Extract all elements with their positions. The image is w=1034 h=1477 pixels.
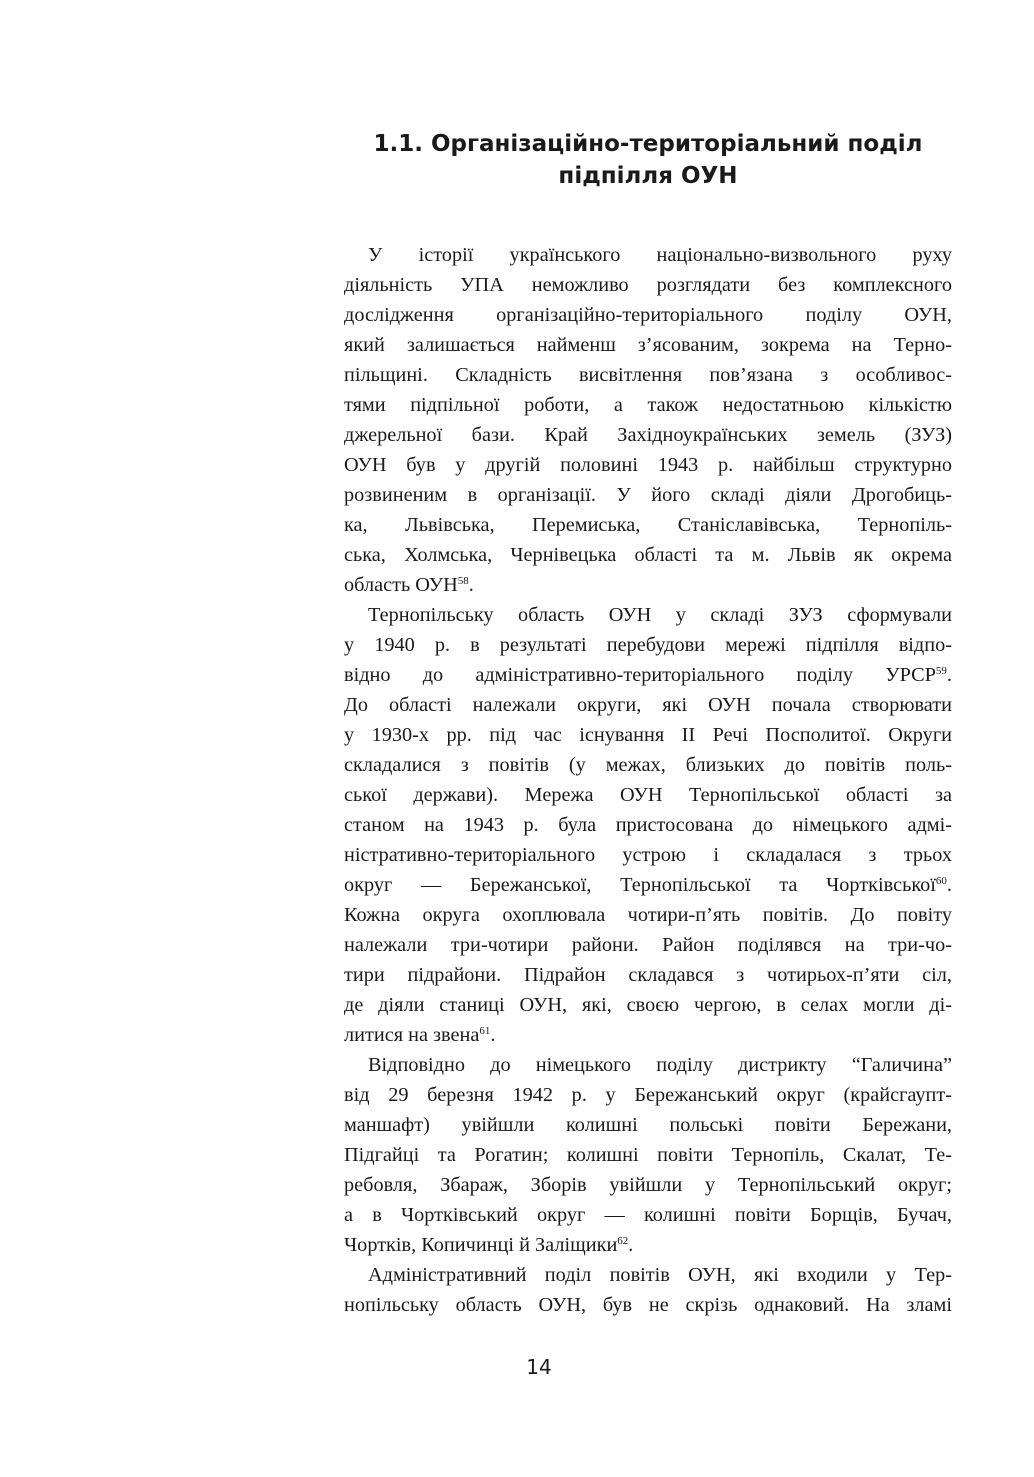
text-fragment: .: [628, 1234, 634, 1256]
text-line: а в Чортківський округ — колишні повіти Борщів, Бучач,: [344, 1204, 952, 1226]
text-line: ОУН був у другій половині 1943 р. найбільш структурно: [344, 454, 952, 476]
text-fragment: литися на звена: [344, 1024, 480, 1046]
text-fragment: область ОУН: [344, 574, 458, 596]
text-line: тями підпільної роботи, а також недостатньою кількістю: [344, 394, 952, 416]
text-line: у 1940 р. в результаті перебудови мережі підпілля відпо-: [344, 634, 952, 656]
text-line: Кожна округа охоплювала чотири-п’ять повітів. До повіту: [344, 904, 952, 926]
text-line: [344, 870, 952, 900]
text-fragment: .: [946, 664, 952, 686]
text-line: Підгайці та Рогатин; колишні повіти Тернопіль, Скалат, Те-: [344, 1144, 952, 1166]
footnote-ref[interactable]: 58: [457, 575, 469, 587]
paragraph-2: [344, 600, 952, 1050]
text-line: До області належали округи, які ОУН почала створювати: [344, 694, 952, 716]
text-line: який залишається найменш з’ясованим, зокрема на Терно-: [344, 334, 952, 356]
text-fragment: округ — Бережанської, Тернопільської та Чортківської: [344, 874, 936, 896]
paragraph-1: [344, 240, 952, 600]
section-heading-line-2: підпілля ОУН: [558, 163, 738, 189]
text-line: нопільську область ОУН, був не скрізь однаковий. На зламі: [344, 1294, 952, 1316]
text-line: ребовля, Збараж, Зборів увійшли у Тернопільський округ;: [344, 1174, 952, 1196]
footnote-ref[interactable]: 61: [479, 1025, 491, 1037]
text-fragment: .: [946, 874, 952, 896]
text-line: маншафт) увійшли колишні польські повіти Бережани,: [344, 1114, 952, 1136]
text-line: розвиненим в організації. У його складі діяли Дрогобиць-: [344, 484, 952, 506]
footnote-ref[interactable]: 59: [935, 665, 947, 677]
text-line: Адміністративний поділ повітів ОУН, які входили у Тер-: [368, 1264, 952, 1286]
body-text: [344, 240, 952, 1320]
text-line: ка, Львівська, Перемиська, Станіславівська, Тернопіль-: [344, 514, 952, 536]
text-line: ністративно-територіального устрою і складалася з трьох: [344, 844, 952, 866]
text-line: де діяли станиці ОУН, які, своєю чергою, в селах могли ді-: [344, 994, 952, 1016]
footnote-ref[interactable]: 62: [617, 1235, 629, 1247]
text-line: від 29 березня 1942 р. у Бережанський округ (крайсгаупт-: [344, 1084, 952, 1106]
text-line: Тернопільську область ОУН у складі ЗУЗ сформували: [368, 604, 952, 626]
text-line: тири підрайони. Підрайон складався з чотирьох-п’яти сіл,: [344, 964, 952, 986]
text-line: джерельної бази. Край Західноукраїнських земель (ЗУЗ): [344, 424, 952, 446]
text-line: станом на 1943 р. була пристосована до німецького адмі-: [344, 814, 952, 836]
text-line: [344, 1020, 952, 1050]
text-line: [344, 1230, 952, 1260]
text-line: у 1930-х рр. під час існування ІІ Речі Посполитої. Округи: [344, 724, 952, 746]
text-fragment: .: [468, 574, 474, 596]
paragraph-3: [344, 1050, 952, 1260]
text-line: [344, 570, 952, 600]
text-line: ської держави). Мережа ОУН Тернопільської області за: [344, 784, 952, 806]
text-line: складалися з повітів (у межах, близьких до повітів поль-: [344, 754, 952, 776]
text-line: ська, Холмська, Чернівецька області та м. Львів як окрема: [344, 544, 952, 566]
text-line: діяльність УПА неможливо розглядати без комплексного: [344, 274, 952, 296]
text-fragment: Чортків, Копичинці й Заліщики: [344, 1234, 618, 1256]
text-fragment: .: [490, 1024, 496, 1046]
text-line: Відповідно до німецького поділу дистрикту “Галичина”: [368, 1054, 952, 1076]
text-line: належали три-чотири райони. Район поділявся на три-чо-: [344, 934, 952, 956]
page-number: 14: [526, 1355, 552, 1379]
footnote-ref[interactable]: 60: [935, 875, 947, 887]
section-heading: [344, 128, 952, 192]
text-fragment: відно до адміністративно-територіального поділу УРСР: [344, 664, 936, 686]
text-line: дослідження організаційно-територіального поділу ОУН,: [344, 304, 952, 326]
text-line: У історії українського національно-визвольного руху: [368, 244, 952, 266]
paragraph-4: [344, 1260, 952, 1320]
text-line: [344, 660, 952, 690]
text-line: пільщині. Складність висвітлення пов’язана з особливос-: [344, 364, 952, 386]
section-heading-line-1: 1.1. Організаційно-територіальний поділ: [373, 131, 923, 157]
